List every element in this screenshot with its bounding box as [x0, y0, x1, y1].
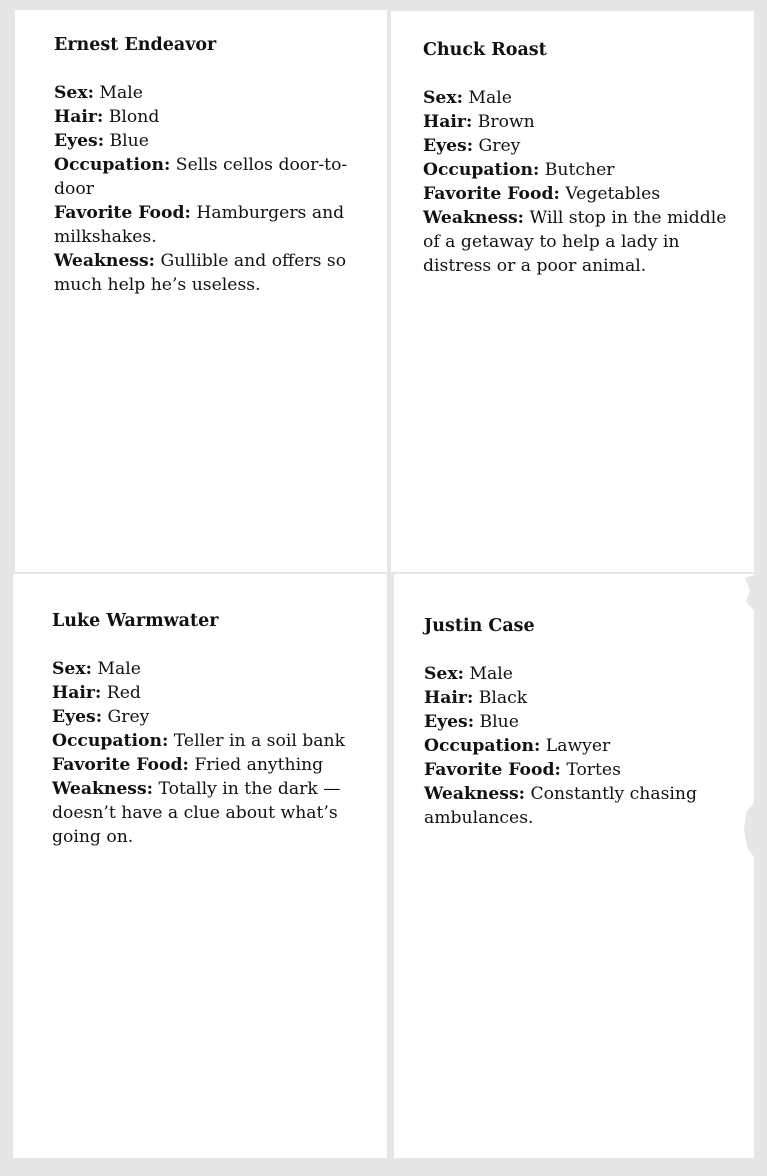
sex-label: Sex: [52, 659, 92, 679]
eyes-label: Eyes: [52, 707, 103, 727]
favorite-food-label: Favorite Food: [424, 760, 561, 780]
occupation-field [423, 158, 733, 182]
hair-field [54, 105, 360, 129]
occupation-value: Butcher [544, 160, 615, 180]
weakness-value: Gullible and offers so much help he’s useless. [54, 251, 347, 295]
character-card-justin-case [394, 574, 754, 1158]
weakness-label: Weakness: [54, 251, 156, 271]
sex-field [52, 657, 372, 681]
sex-field [54, 81, 360, 105]
hair-value: Red [106, 683, 141, 703]
occupation-field [424, 734, 734, 758]
favorite-food-value: Fried anything [194, 755, 324, 775]
hair-label: Hair: [424, 688, 474, 708]
sex-field [424, 662, 734, 686]
favorite-food-label: Favorite Food: [54, 203, 191, 223]
eyes-label: Eyes: [424, 712, 475, 732]
character-name: Luke Warmwater [52, 611, 219, 631]
weakness-label: Weakness: [52, 779, 154, 799]
hair-field [424, 686, 734, 710]
character-card-chuck-roast [391, 11, 754, 572]
weakness-label: Weakness: [424, 784, 526, 804]
weakness-value: Will stop in the middle of a getaway to help a lady in distress or a poor animal. [423, 208, 727, 276]
occupation-value: Lawyer [545, 736, 611, 756]
eyes-value: Blue [109, 131, 149, 151]
occupation-field [54, 153, 360, 201]
eyes-value: Blue [479, 712, 519, 732]
sex-value: Male [468, 88, 512, 108]
favorite-food-label: Favorite Food: [52, 755, 189, 775]
sex-value: Male [99, 83, 143, 103]
sex-value: Male [97, 659, 141, 679]
eyes-value: Grey [478, 136, 521, 156]
occupation-label: Occupation: [423, 160, 540, 180]
occupation-label: Occupation: [54, 155, 171, 175]
weakness-label: Weakness: [423, 208, 525, 228]
occupation-value: Teller in a soil bank [173, 731, 346, 751]
hair-label: Hair: [52, 683, 102, 703]
character-card-luke-warmwater [13, 574, 387, 1158]
hair-label: Hair: [423, 112, 473, 132]
card-content [54, 33, 360, 297]
eyes-label: Eyes: [54, 131, 105, 151]
favorite-food-field [52, 753, 372, 777]
weakness-field [54, 249, 360, 297]
occupation-label: Occupation: [424, 736, 541, 756]
card-content [52, 609, 372, 849]
hair-field [423, 110, 733, 134]
favorite-food-value: Tortes [566, 760, 621, 780]
character-card-ernest-endeavor [15, 10, 387, 572]
weakness-field [423, 206, 733, 278]
eyes-field [54, 129, 360, 153]
sex-label: Sex: [54, 83, 94, 103]
hair-label: Hair: [54, 107, 104, 127]
weakness-value: Totally in the dark — doesn’t have a clue about what’s going on. [52, 779, 341, 847]
character-name: Ernest Endeavor [54, 35, 217, 55]
character-name: Chuck Roast [423, 40, 547, 60]
weakness-value: Constantly chasing ambulances. [424, 784, 698, 828]
occupation-value: Sells cellos door-to-door [54, 155, 348, 199]
eyes-value: Grey [107, 707, 150, 727]
weakness-field [52, 777, 372, 849]
eyes-field [52, 705, 372, 729]
favorite-food-field [424, 758, 734, 782]
favorite-food-value: Vegetables [565, 184, 661, 204]
occupation-field [52, 729, 372, 753]
favorite-food-field [423, 182, 733, 206]
sex-field [423, 86, 733, 110]
hair-value: Brown [477, 112, 535, 132]
sex-value: Male [469, 664, 513, 684]
character-name: Justin Case [424, 616, 535, 636]
weakness-field [424, 782, 734, 830]
card-content [423, 38, 733, 278]
eyes-field [424, 710, 734, 734]
favorite-food-label: Favorite Food: [423, 184, 560, 204]
hair-field [52, 681, 372, 705]
favorite-food-field [54, 201, 360, 249]
sex-label: Sex: [423, 88, 463, 108]
favorite-food-value: Hamburgers and milkshakes. [54, 203, 345, 247]
hair-value: Blond [108, 107, 160, 127]
card-content [424, 614, 734, 830]
sex-label: Sex: [424, 664, 464, 684]
eyes-label: Eyes: [423, 136, 474, 156]
hair-value: Black [478, 688, 528, 708]
occupation-label: Occupation: [52, 731, 169, 751]
eyes-field [423, 134, 733, 158]
